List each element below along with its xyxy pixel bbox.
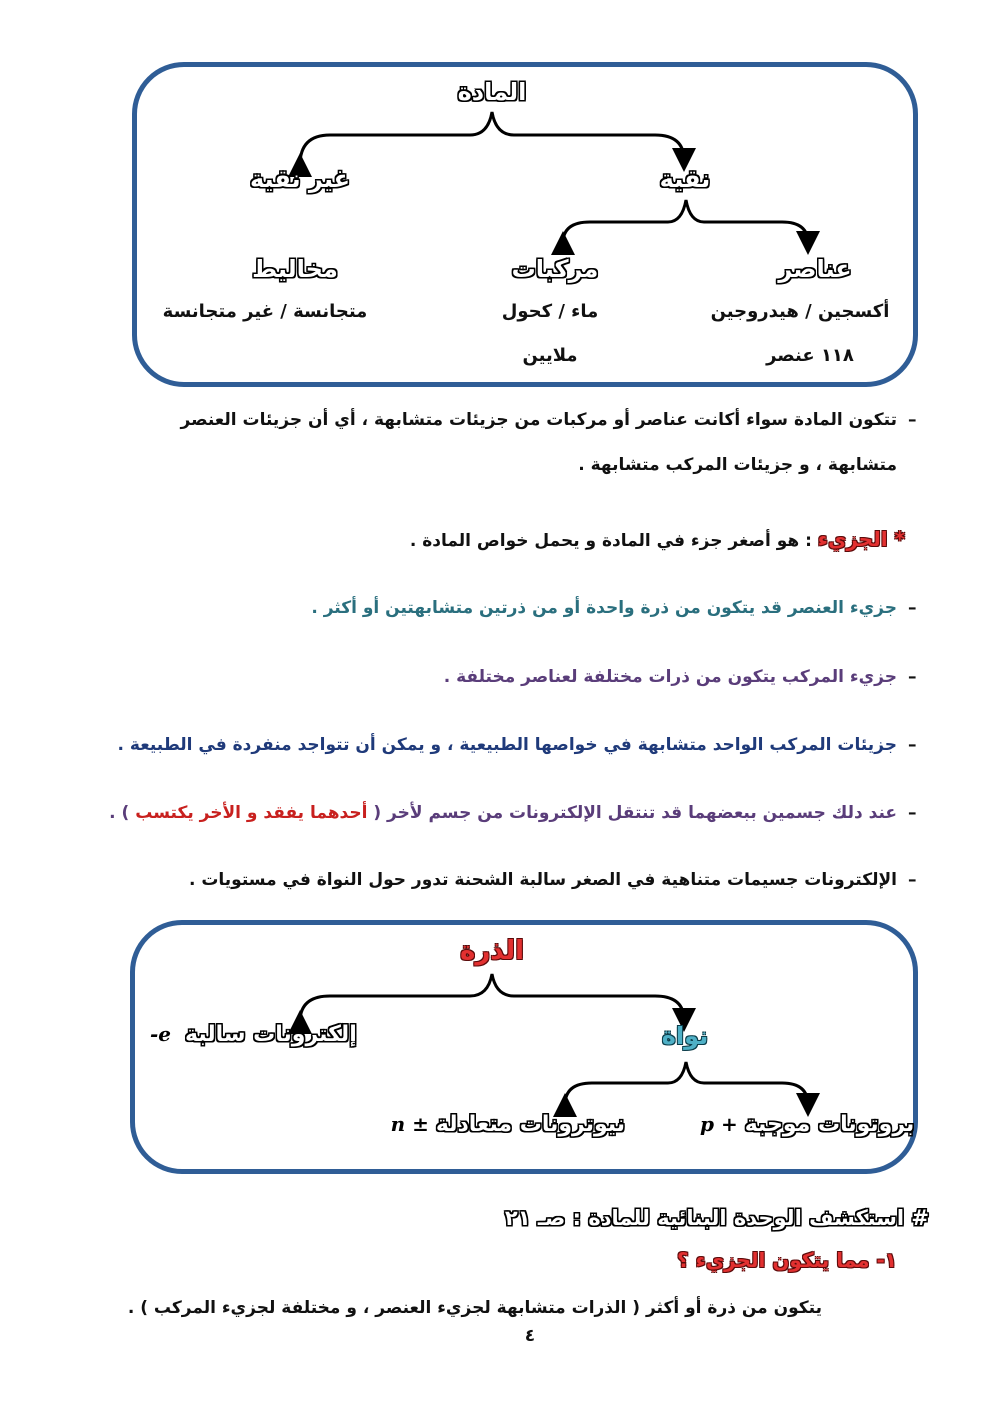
pure-brace — [563, 200, 808, 243]
elements-title: عناصر — [778, 255, 852, 283]
friction-highlight: أحدهما يفقد و الأخر يكتسب — [135, 803, 368, 823]
explore-answer: يتكون من ذرة أو أكثر ( الذرات متشابهة لجزيء العنصر ، و مختلفة لجزيء المركب ) . — [127, 1298, 822, 1318]
page-number: ٤ — [524, 1326, 536, 1346]
molecule-definition — [410, 527, 905, 551]
explore-heading: # استكشف الوحدة البنائية للمادة : صـ ٢١ — [504, 1206, 929, 1230]
molecule-definition-text: : هو أصغر جزء في المادة و يحمل خواص المادة . — [409, 531, 818, 551]
atom-root-label: الذرة — [459, 936, 524, 966]
paragraph-element-molecule: جزيء العنصر قد يتكون من ذرة واحدة أو من ذرتين متشابهتين أو أكثر . — [311, 598, 897, 618]
paragraph-compound-molecules-similar: جزيئات المركب الواحد متشابهة في خواصها الطبيعية ، و يمكن أن تتواجد منفردة في الطبيعة . — [117, 735, 897, 755]
electrons-group — [150, 1022, 357, 1047]
paragraph-compound-molecule: جزيء المركب يتكون من ذرات مختلفة لعناصر مختلفة . — [443, 667, 897, 687]
bullet-dash: – — [908, 803, 917, 823]
bullet-dash: – — [908, 598, 917, 618]
neutrons-group — [385, 1112, 625, 1137]
pure-label: نقية — [659, 165, 711, 193]
friction-text-c: ) . — [109, 803, 136, 823]
paragraph-1-line-2: متشابهة ، و جزيئات المركب متشابهة . — [578, 455, 897, 475]
bullet-dash: – — [908, 667, 917, 687]
paragraph-electrons: الإلكترونات جسيمات متناهية في الصغر سالبة الشحنة تدور حول النواة في مستويات . — [188, 870, 897, 890]
elements-count: ١١٨ عنصر — [766, 345, 854, 366]
molecule-term: * الجزيء — [817, 527, 905, 551]
explore-question: ١- مما يتكون الجزيء ؟ — [677, 1248, 897, 1272]
paragraph-1-line-1: تتكون المادة سواء أكانت عناصر أو مركبات من جزيئات متشابهة ، أي أن جزيئات العنصر — [180, 410, 897, 430]
mixtures-title: مخاليط — [252, 255, 338, 283]
protons-group — [700, 1112, 915, 1137]
neutron-symbol: n ± — [390, 1112, 429, 1136]
nucleus-label: نواة — [661, 1022, 709, 1050]
bullet-dash: – — [908, 870, 917, 890]
compounds-title: مركبات — [511, 255, 599, 283]
compounds-count: ملايين — [522, 345, 578, 366]
protons-label: بروتونات موجبة — [744, 1112, 915, 1137]
proton-symbol: p + — [700, 1112, 738, 1136]
mixtures-examples: متجانسة / غير متجانسة — [162, 301, 368, 322]
matter-root-label: المادة — [457, 78, 527, 106]
paragraph-friction — [109, 803, 897, 823]
compounds-examples: ماء / كحول — [501, 301, 599, 322]
impure-label: غير نقية — [249, 165, 351, 193]
bullet-dash: – — [908, 735, 917, 755]
electrons-label: إلكترونات سالبة — [185, 1022, 357, 1047]
electron-symbol: -e — [150, 1022, 172, 1046]
matter-brace — [300, 112, 684, 165]
neutrons-label: نيوترونات متعادلة — [435, 1112, 625, 1137]
friction-text-a: عند دلك جسمين ببعضهما قد تنتقل الإلكترونات من جسم لأخر ( — [367, 803, 897, 823]
bullet-dash: – — [908, 410, 917, 430]
elements-examples: أكسجين / هيدروجين — [710, 301, 890, 322]
